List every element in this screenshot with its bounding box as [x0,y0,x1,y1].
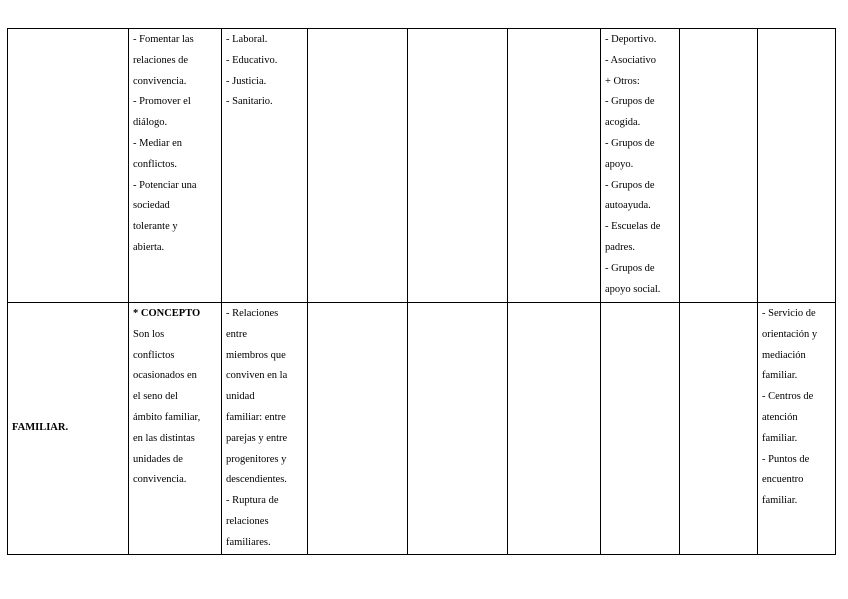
table-cell [308,29,408,303]
cell-text-line: orientación y [762,328,818,340]
cell-text-line: Son los [133,328,165,340]
cell-text-line: familiar. [762,495,798,507]
cell-text-line: acogida. [605,117,641,129]
cell-text-line: - Educativo. [226,54,278,66]
table-cell [308,303,408,555]
cell-text-line: apoyo. [605,158,634,170]
cell-text-line: - Grupos de [605,96,655,108]
cell-text-line: atención [762,411,798,423]
cell-text-line: familiares. [226,536,271,548]
cell-text-line: - Sanitario. [226,96,273,108]
cell-text-line: relaciones de [133,54,189,66]
cell-text-line: unidades de [133,453,183,465]
table-cell [129,303,222,555]
table-cell [758,303,836,555]
cell-text-line: diálogo. [133,117,168,129]
table-cell [680,29,758,303]
cell-text-line: en las distintas [133,432,195,444]
table-cell [508,29,601,303]
cell-text-line: - Fomentar las [133,34,194,45]
cell-text-line: mediación [762,349,806,361]
cell-text-line: apoyo social. [605,283,661,295]
cell-text-line: - Potenciar una [133,179,197,191]
table-cell [408,303,508,555]
cell-text-line: - Relaciones [226,308,279,319]
cell-text-line: familiar. [762,432,798,444]
cell-text-line: - Escuelas de [605,221,661,233]
table-row [8,303,836,555]
cell-text-line: el seno del [133,391,178,403]
table-row [8,29,836,303]
cell-text-line: ámbito familiar, [133,411,201,423]
cell-text-line: + Otros: [605,75,640,87]
cell-text-line: tolerante y [133,221,178,233]
cell-text-line: miembros que [226,349,286,361]
document-table [7,28,836,555]
cell-heading: * CONCEPTO [133,308,201,319]
cell-text-line: encuentro [762,474,804,486]
table-body [8,29,836,555]
cell-text-line: conflictos [133,349,175,361]
table-cell [222,29,308,303]
table-cell [222,303,308,555]
cell-text-line: - Justicia. [226,75,267,87]
cell-text-line: conviven en la [226,370,288,382]
table-cell [680,303,758,555]
cell-text-line: - Deportivo. [605,34,657,45]
cell-text-line: sociedad [133,200,170,212]
table-cell [508,303,601,555]
cell-text-line: - Servicio de [762,308,816,319]
table-cell [408,29,508,303]
cell-text-line: parejas y entre [226,432,288,444]
cell-text-line: relaciones [226,515,269,527]
cell-text-line: conflictos. [133,158,178,170]
cell-text-line: convivencia. [133,474,187,486]
cell-text-line: abierta. [133,241,165,253]
cell-text-line: - Grupos de [605,179,655,191]
cell-text-line: autoayuda. [605,200,651,212]
cell-text-line: - Asociativo [605,54,657,66]
cell-text-line: familiar: entre [226,411,286,423]
category-cell: FAMILIAR. [8,303,129,555]
table-cell [601,29,680,303]
cell-text-line: - Ruptura de [226,495,279,507]
table-cell [129,29,222,303]
cell-text-line: - Laboral. [226,34,268,45]
cell-text-line: - Puntos de [762,453,810,465]
table-cell [601,303,680,555]
cell-text-line: entre [226,328,247,340]
category-cell [8,29,129,303]
cell-text-line: convivencia. [133,75,187,87]
cell-text-line: unidad [226,391,255,403]
cell-text-line: progenitores y [226,453,287,465]
cell-text-line: ocasionados en [133,370,197,382]
cell-text-line: - Centros de [762,391,814,403]
cell-text-line: - Promover el [133,96,191,108]
table-cell [758,29,836,303]
cell-text-line: - Grupos de [605,137,655,149]
cell-text-line: familiar. [762,370,798,382]
cell-text-line: descendientes. [226,474,287,486]
cell-text-line: - Grupos de [605,262,655,274]
cell-text-line: padres. [605,241,636,253]
cell-text-line: - Mediar en [133,137,182,149]
